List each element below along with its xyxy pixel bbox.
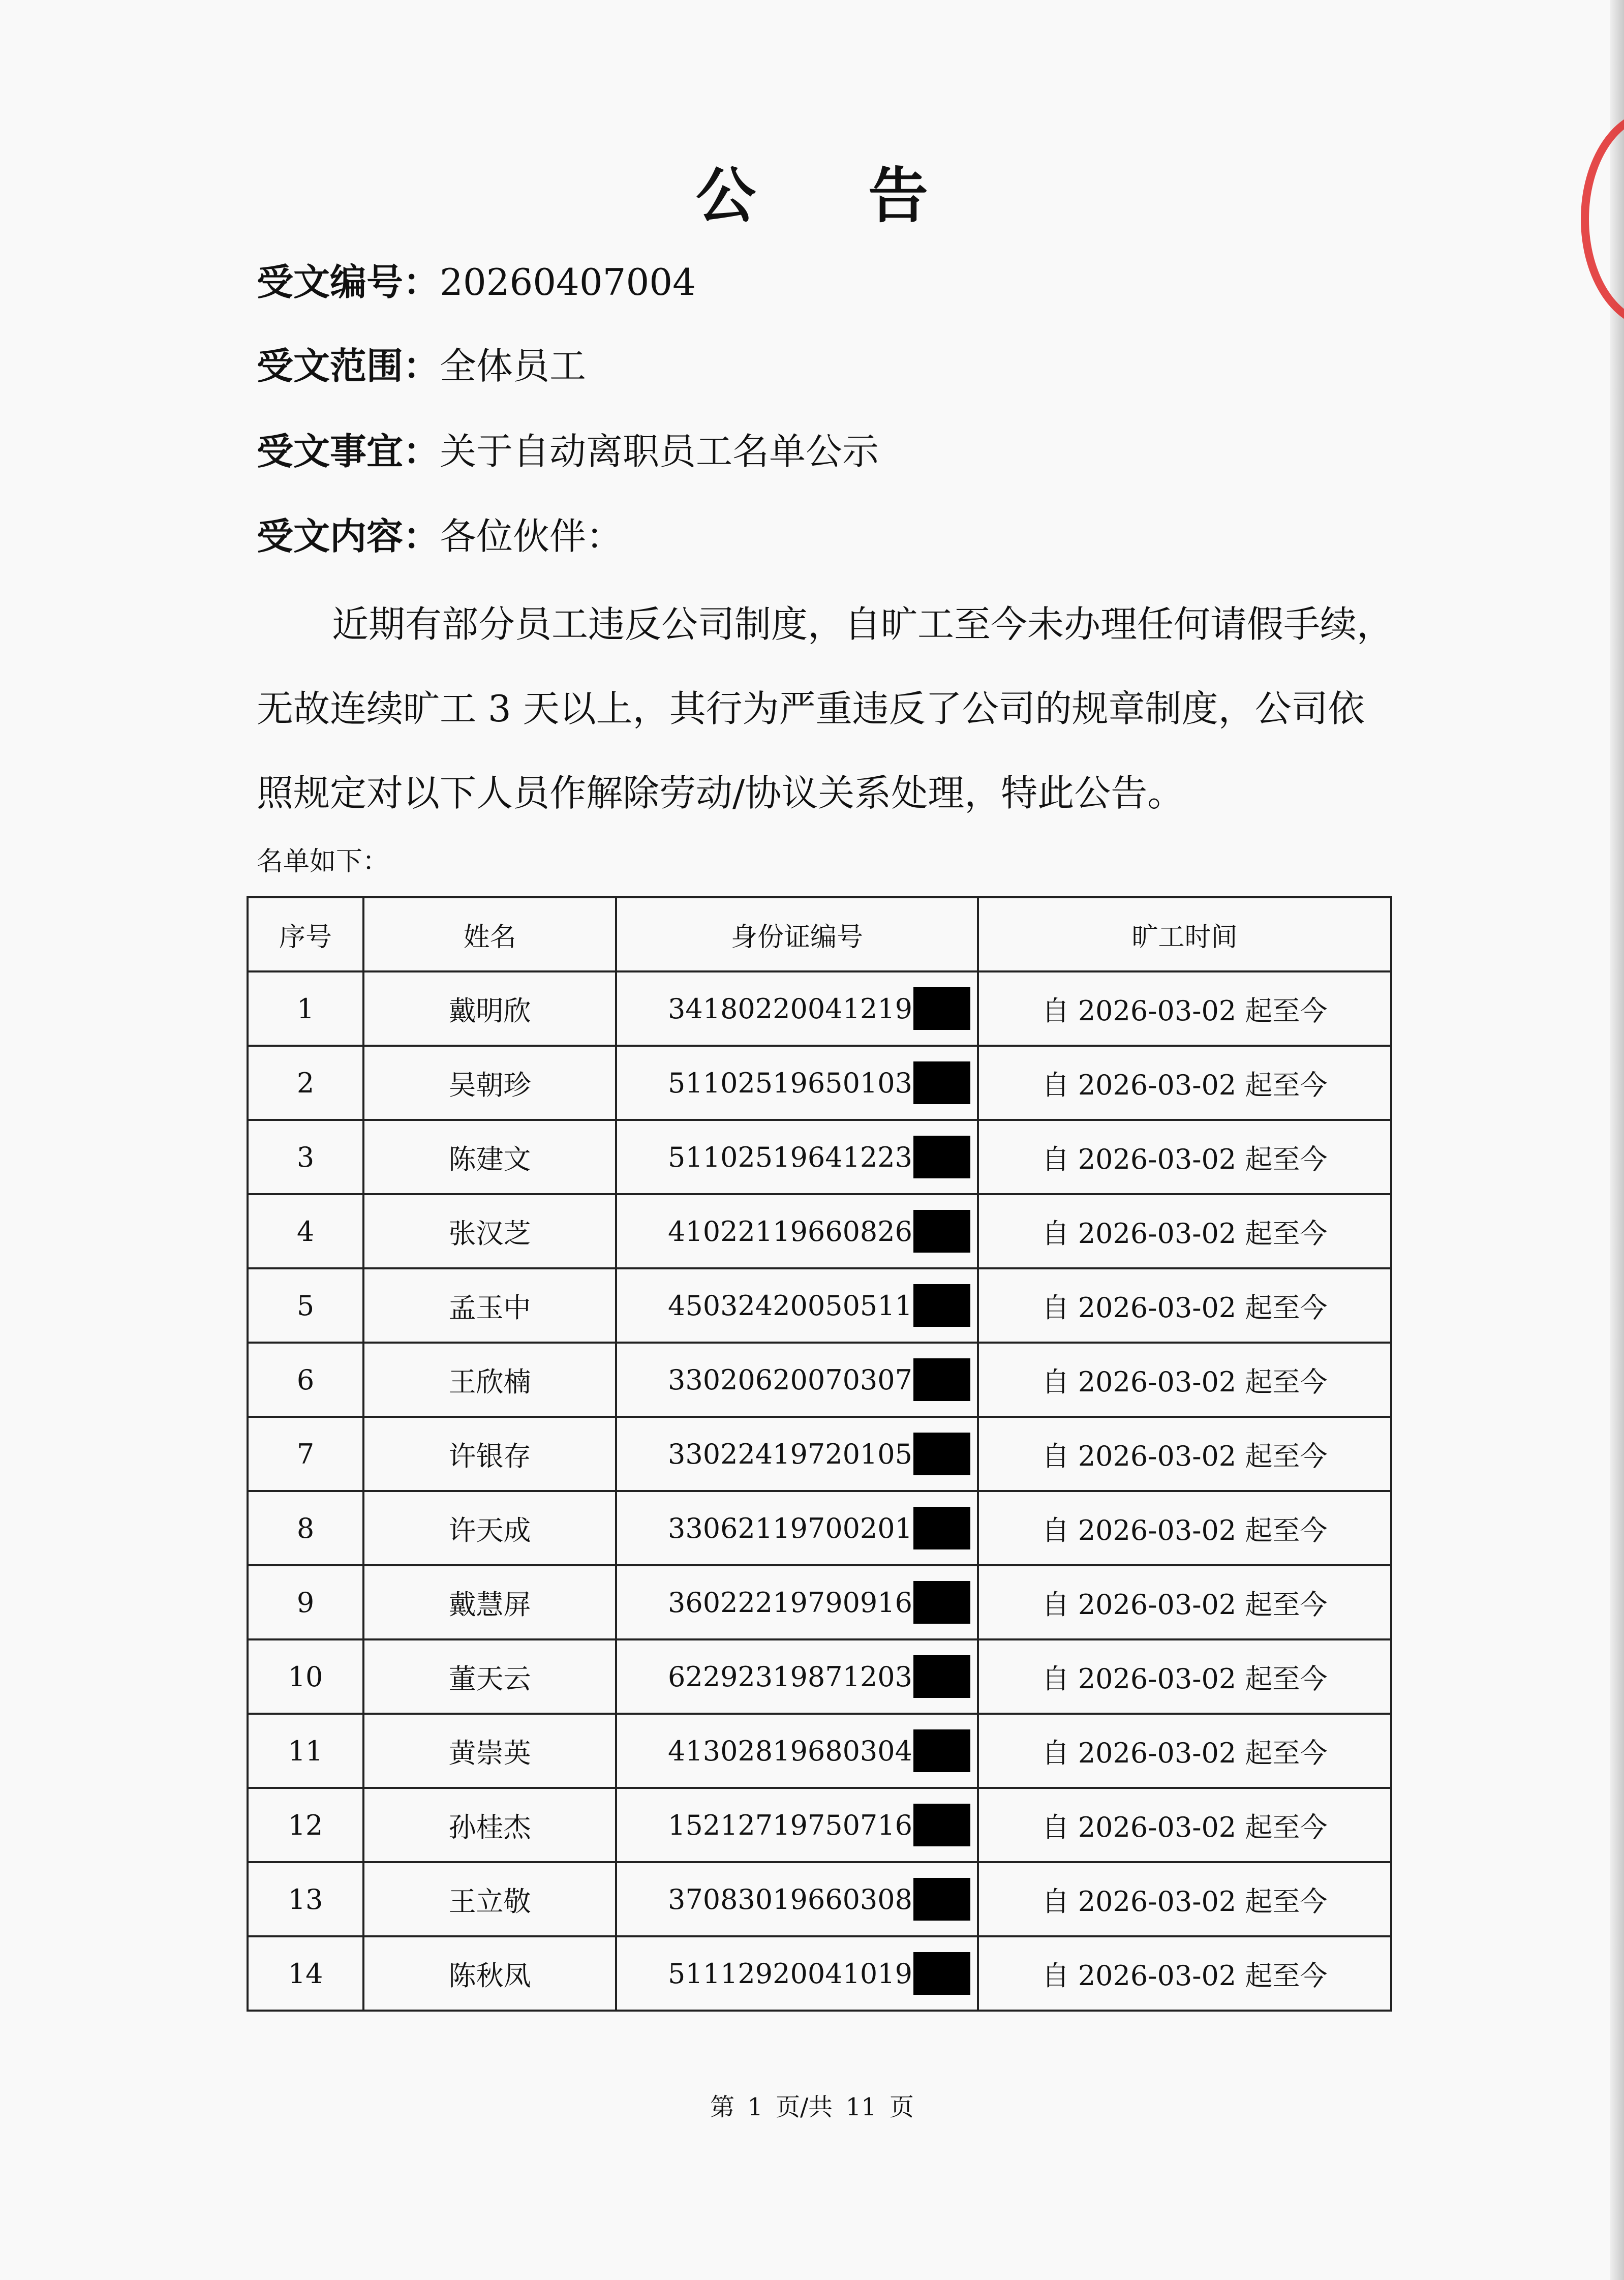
- redaction-block: [913, 1136, 970, 1178]
- table-header-row: [248, 897, 1391, 971]
- table-row: [248, 1120, 1391, 1194]
- cell-time: 自 2026-03-02 起至今: [978, 1788, 1391, 1862]
- cell-name: 王立敬: [363, 1862, 616, 1936]
- cell-time: 自 2026-03-02 起至今: [978, 1268, 1391, 1343]
- cell-no: 14: [248, 1936, 363, 2011]
- cell-id: [616, 1120, 978, 1194]
- table-row: [248, 1714, 1391, 1788]
- id-number: 45032420050511: [668, 1289, 912, 1322]
- table-row: [248, 1788, 1391, 1862]
- cell-id: [616, 1343, 978, 1417]
- table-row: [248, 1862, 1391, 1936]
- cell-name: 陈秋凤: [363, 1936, 616, 2011]
- field-label: 受文事宜：: [257, 430, 440, 473]
- employee-table: [247, 896, 1390, 2012]
- redaction-block: [913, 1358, 970, 1401]
- field-value: 各位伙伴：: [440, 515, 623, 558]
- header-time: 旷工时间: [978, 897, 1391, 971]
- redaction-block: [913, 1581, 970, 1624]
- field-scope: [257, 338, 586, 394]
- table-row: [248, 1046, 1391, 1120]
- redaction-block: [913, 1804, 970, 1846]
- cell-no: 11: [248, 1714, 363, 1788]
- cell-time: 自 2026-03-02 起至今: [978, 1862, 1391, 1936]
- redaction-block: [913, 1284, 970, 1327]
- cell-id: [616, 1417, 978, 1491]
- cell-time: 自 2026-03-02 起至今: [978, 1343, 1391, 1417]
- cell-no: 13: [248, 1862, 363, 1936]
- cell-id: [616, 1565, 978, 1639]
- id-number: 37083019660308: [668, 1883, 912, 1916]
- field-label: 受文范围：: [257, 344, 440, 387]
- cell-id: [616, 971, 978, 1046]
- cell-time: 自 2026-03-02 起至今: [978, 1639, 1391, 1714]
- cell-time: 自 2026-03-02 起至今: [978, 1714, 1391, 1788]
- paragraph-line: 近期有部分员工违反公司制度，自旷工至今未办理任何请假手续，: [332, 603, 1394, 646]
- id-number: 51102519641223: [668, 1141, 912, 1173]
- cell-no: 4: [248, 1194, 363, 1268]
- cell-no: 7: [248, 1417, 363, 1491]
- table-row: [248, 1343, 1391, 1417]
- cell-id: [616, 1714, 978, 1788]
- field-value: 关于自动离职员工名单公示: [440, 430, 879, 473]
- id-number: 33022419720105: [668, 1438, 912, 1470]
- header-name: 姓名: [363, 897, 616, 971]
- cell-id: [616, 1194, 978, 1268]
- redaction-block: [913, 1061, 970, 1104]
- table-row: [248, 1639, 1391, 1714]
- cell-name: 陈建文: [363, 1120, 616, 1194]
- id-number: 34180220041219: [668, 992, 912, 1025]
- table-row: [248, 1194, 1391, 1268]
- cell-time: 自 2026-03-02 起至今: [978, 1565, 1391, 1639]
- cell-name: 张汉芝: [363, 1194, 616, 1268]
- cell-name: 许银存: [363, 1417, 616, 1491]
- id-number: 15212719750716: [668, 1809, 912, 1841]
- field-label: 受文编号：: [257, 260, 440, 303]
- redaction-block: [913, 1729, 970, 1772]
- cell-time: 自 2026-03-02 起至今: [978, 1491, 1391, 1565]
- cell-no: 3: [248, 1120, 363, 1194]
- id-number: 62292319871203: [668, 1660, 912, 1693]
- table-row: [248, 1491, 1391, 1565]
- cell-no: 8: [248, 1491, 363, 1565]
- cell-no: 10: [248, 1639, 363, 1714]
- redaction-block: [913, 1433, 970, 1475]
- cell-no: 2: [248, 1046, 363, 1120]
- id-number: 36022219790916: [668, 1586, 912, 1619]
- id-number: 51112920041019: [668, 1957, 912, 1990]
- redaction-block: [913, 1878, 970, 1921]
- id-number: 41022119660826: [668, 1215, 912, 1248]
- cell-name: 董天云: [363, 1639, 616, 1714]
- cell-no: 1: [248, 971, 363, 1046]
- table-row: [248, 1565, 1391, 1639]
- cell-name: 孙桂杰: [363, 1788, 616, 1862]
- field-label: 受文内容：: [257, 514, 440, 558]
- cell-id: [616, 1046, 978, 1120]
- cell-id: [616, 1862, 978, 1936]
- cell-name: 许天成: [363, 1491, 616, 1565]
- cell-time: 自 2026-03-02 起至今: [978, 1417, 1391, 1491]
- table-row: [248, 1268, 1391, 1343]
- cell-no: 6: [248, 1343, 363, 1417]
- cell-id: [616, 1936, 978, 2011]
- page-footer: 第 1 页/共 11 页: [710, 2093, 914, 2121]
- field-value: 20260407004: [440, 261, 696, 303]
- cell-no: 12: [248, 1788, 363, 1862]
- table-row: [248, 1417, 1391, 1491]
- redaction-block: [913, 1952, 970, 1995]
- id-number: 41302819680304: [668, 1735, 912, 1767]
- redaction-block: [913, 1210, 970, 1253]
- cell-name: 黄崇英: [363, 1714, 616, 1788]
- page-title: 公 告: [695, 160, 974, 231]
- field-subject: [257, 423, 879, 479]
- field-content: [257, 508, 623, 564]
- cell-id: [616, 1788, 978, 1862]
- cell-name: 孟玉中: [363, 1268, 616, 1343]
- paragraph-line: 无故连续旷工 3 天以上，其行为严重违反了公司的规章制度，公司依: [257, 687, 1365, 730]
- cell-no: 9: [248, 1565, 363, 1639]
- paragraph-line: 照规定对以下人员作解除劳动/协议关系处理，特此公告。: [257, 772, 1184, 814]
- cell-name: 吴朝珍: [363, 1046, 616, 1120]
- cell-id: [616, 1491, 978, 1565]
- field-value: 全体员工: [440, 345, 587, 387]
- cell-name: 戴明欣: [363, 971, 616, 1046]
- cell-time: 自 2026-03-02 起至今: [978, 971, 1391, 1046]
- table-row: [248, 1936, 1391, 2011]
- body-paragraph: [257, 582, 1395, 835]
- cell-time: 自 2026-03-02 起至今: [978, 1936, 1391, 2011]
- cell-time: 自 2026-03-02 起至今: [978, 1046, 1391, 1120]
- cell-no: 5: [248, 1268, 363, 1343]
- list-label: 名单如下：: [257, 846, 389, 877]
- header-no: 序号: [248, 897, 363, 971]
- cell-id: [616, 1639, 978, 1714]
- cell-name: 王欣楠: [363, 1343, 616, 1417]
- cell-time: 自 2026-03-02 起至今: [978, 1120, 1391, 1194]
- table-row: [248, 971, 1391, 1046]
- id-number: 51102519650103: [668, 1067, 912, 1099]
- redaction-block: [913, 1507, 970, 1549]
- scan-edge-shadow: [1610, 0, 1624, 2280]
- cell-name: 戴慧屏: [363, 1565, 616, 1639]
- redaction-block: [913, 1655, 970, 1698]
- id-number: 33062119700201: [668, 1512, 912, 1544]
- redaction-block: [913, 987, 970, 1030]
- cell-time: 自 2026-03-02 起至今: [978, 1194, 1391, 1268]
- cell-id: [616, 1268, 978, 1343]
- id-number: 33020620070307: [668, 1363, 912, 1396]
- field-doc-number: [257, 254, 696, 310]
- header-id: 身份证编号: [616, 897, 978, 971]
